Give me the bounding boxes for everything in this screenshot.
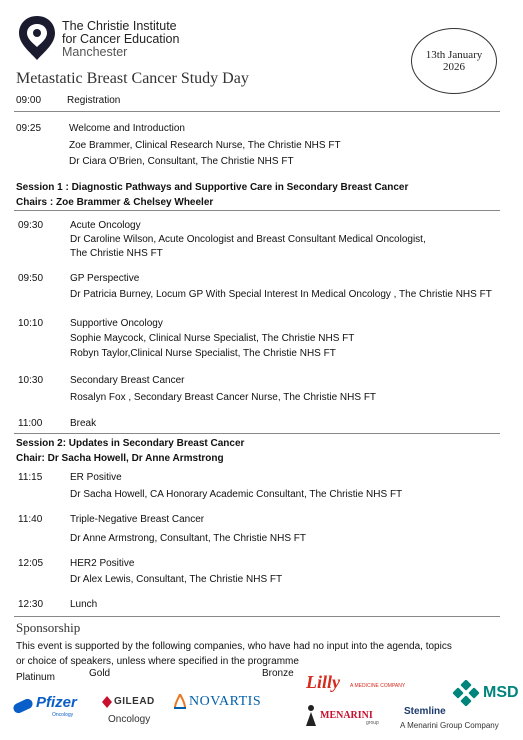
novartis-flame-icon [173, 694, 187, 710]
divider [14, 616, 500, 617]
acute-oncology-time: 09:30 [18, 220, 44, 231]
org-line-2: for Cancer Education [62, 32, 180, 46]
supportive-oncology-speaker-2: Robyn Taylor,Clinical Nurse Specialist, The Christie NHS FT [70, 348, 336, 359]
session-2-chairs: Chair: Dr Sacha Howell, Dr Anne Armstrong [16, 453, 224, 464]
msd-wordmark: MSD [483, 684, 519, 701]
page-title: Metastatic Breast Cancer Study Day [16, 70, 249, 87]
acute-oncology-speaker: Dr Caroline Wilson, Acute Oncologist and Breast Consultant Medical Oncologist, [70, 234, 426, 245]
registration-time: 09:00 [16, 95, 42, 106]
secondary-breast-cancer-time: 10:30 [18, 375, 44, 386]
triple-negative-title: Triple-Negative Breast Cancer [70, 514, 205, 525]
her2-positive-time: 12:05 [18, 558, 44, 569]
menarini-wordmark: MENARINI [320, 710, 373, 721]
lilly-subtitle: A MEDICINE COMPANY [350, 683, 406, 689]
acute-oncology-title: Acute Oncology [70, 220, 141, 231]
gp-perspective-time: 09:50 [18, 273, 44, 284]
er-positive-time: 11:15 [18, 472, 43, 483]
secondary-breast-cancer-title: Secondary Breast Cancer [70, 375, 185, 386]
gp-perspective-speaker: Dr Patricia Burney, Locum GP With Special Interest In Medical Oncology , The Christie NHS FT [70, 289, 492, 300]
er-positive-speaker: Dr Sacha Howell, CA Honorary Academic Consultant, The Christie NHS FT [70, 489, 403, 500]
pfizer-pill-icon [12, 696, 34, 716]
session-1-title: Session 1 : Diagnostic Pathways and Supportive Care in Secondary Breast Cancer [16, 182, 409, 193]
break-label: Break [70, 418, 97, 429]
novartis-wordmark: NOVARTIS [189, 694, 262, 709]
divider [14, 210, 500, 211]
her2-positive-speaker: Dr Alex Lewis, Consultant, The Christie NHS FT [70, 574, 283, 585]
lunch-label: Lunch [70, 599, 98, 610]
gilead-leaf-icon [102, 696, 112, 708]
gilead-subtitle: Oncology [108, 714, 151, 725]
tier-platinum: Platinum [16, 672, 55, 683]
msd-diamond-icon [453, 680, 479, 706]
divider [14, 111, 500, 112]
gilead-wordmark: GILEAD [114, 696, 155, 707]
welcome-speaker-2: Dr Ciara O'Brien, Consultant, The Christie NHS FT [69, 156, 294, 167]
gp-perspective-title: GP Perspective [70, 273, 140, 284]
menarini-subtitle: group [366, 720, 379, 726]
menarini-figure-icon [304, 704, 318, 726]
org-line-1: The Christie Institute [62, 19, 177, 33]
divider [14, 433, 500, 434]
welcome-time: 09:25 [16, 123, 42, 134]
supportive-oncology-time: 10:10 [18, 318, 44, 329]
event-date-year: 2026 [442, 61, 465, 73]
supportive-oncology-speaker-1: Sophie Maycock, Clinical Nurse Specialist, The Christie NHS FT [70, 333, 355, 344]
session-2-title: Session 2: Updates in Secondary Breast Cancer [16, 438, 245, 449]
tier-gold: Gold [89, 668, 111, 679]
welcome-title: Welcome and Introduction [69, 123, 185, 134]
stemline-wordmark: Stemline [404, 706, 446, 717]
acute-oncology-org: The Christie NHS FT [70, 248, 163, 259]
pfizer-wordmark: Pfizer [36, 694, 77, 711]
triple-negative-time: 11:40 [18, 514, 43, 525]
registration-label: Registration [67, 95, 121, 106]
pfizer-subtitle: Oncology [52, 712, 74, 718]
supportive-oncology-title: Supportive Oncology [70, 318, 163, 329]
organisation-name [62, 20, 179, 59]
welcome-speaker-1: Zoe Brammer, Clinical Research Nurse, The Christie NHS FT [69, 140, 341, 151]
event-date-badge [411, 28, 497, 94]
christie-logo-icon [16, 14, 58, 62]
session-1-chairs: Chairs : Zoe Brammer & Chelsey Wheeler [16, 197, 214, 208]
secondary-breast-cancer-speaker: Rosalyn Fox , Secondary Breast Cancer Nurse, The Christie NHS FT [70, 392, 377, 403]
er-positive-title: ER Positive [70, 472, 122, 483]
stemline-subtitle: A Menarini Group Company [400, 721, 499, 730]
event-date-day: 13th January [425, 49, 483, 61]
triple-negative-speaker: Dr Anne Armstrong, Consultant, The Christie NHS FT [70, 533, 307, 544]
tier-bronze: Bronze [262, 668, 294, 679]
break-time: 11:00 [18, 418, 43, 429]
lilly-wordmark: Lilly [306, 672, 340, 692]
org-line-3: Manchester [62, 45, 128, 59]
lunch-time: 12:30 [18, 599, 44, 610]
sponsorship-statement: This event is supported by the following companies, who have had no input into the agenda, topics or choice of speakers, unless where specified in the programme [16, 641, 452, 667]
her2-positive-title: HER2 Positive [70, 558, 135, 569]
sponsorship-heading: Sponsorship [16, 620, 81, 635]
